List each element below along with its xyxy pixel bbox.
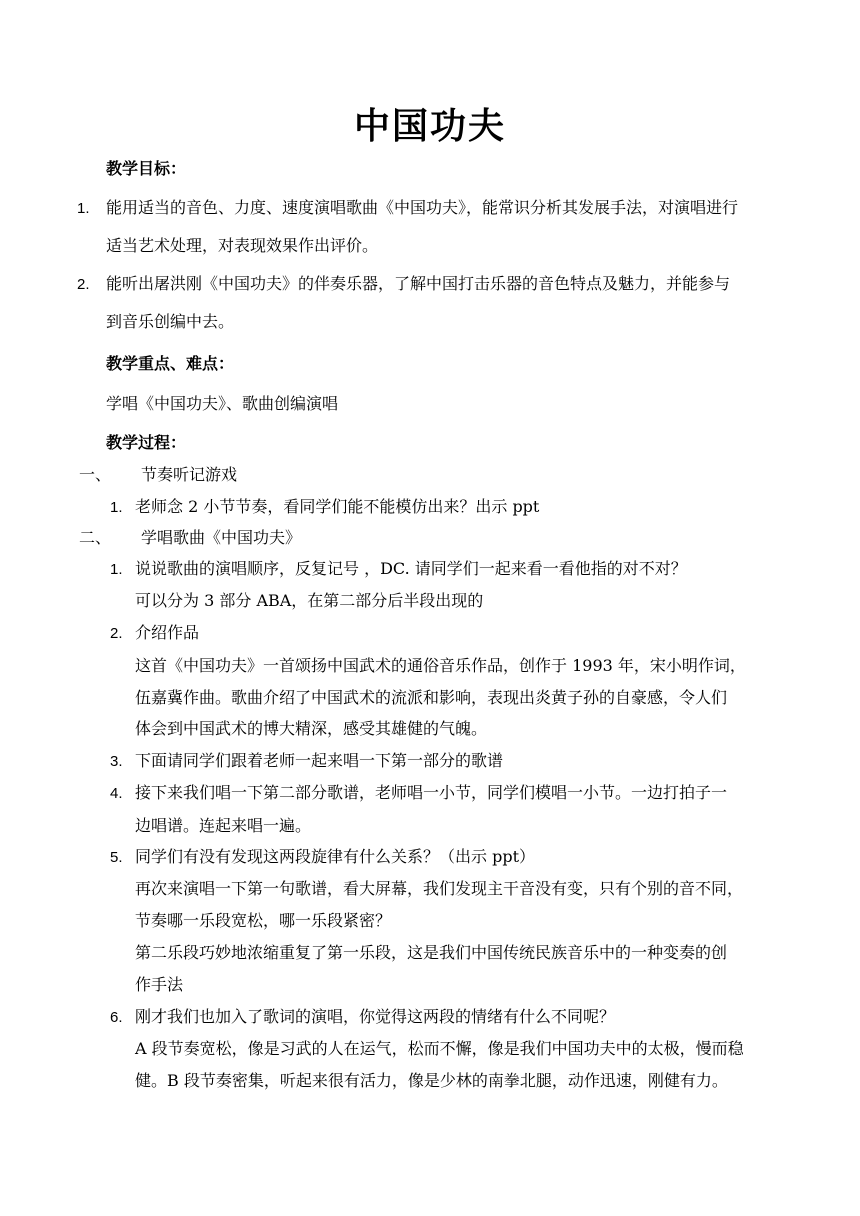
item-number: 6. (110, 1009, 123, 1026)
item-subtext: 伍嘉冀作曲。歌曲介绍了中国武术的流派和影响，表现出炎黄子孙的自豪感，令人们 (135, 688, 728, 707)
item-text: 接下来我们唱一下第二部分歌谱，老师唱一小节，同学们模唱一小节。一边打拍子一 (135, 783, 728, 802)
process-heading: 教学过程： (106, 433, 187, 452)
objective-text-line: 能听出屠洪刚《中国功夫》的伴奏乐器，了解中国打击乐器的音色特点及魅力，并能参与 (106, 274, 731, 293)
item-subtext: 第二乐段巧妙地浓缩重复了第一乐段，这是我们中国传统民族音乐中的一种变奏的创 (135, 943, 728, 962)
item-number: 2. (110, 625, 123, 642)
item-number: 1. (110, 499, 123, 516)
objective-number: 2. (77, 276, 90, 293)
item-text: 介绍作品 (135, 623, 200, 642)
item-number: 5. (110, 849, 123, 866)
item-text: 老师念 2 小节节奏，看同学们能不能模仿出来？出示 ppt (135, 497, 540, 516)
item-number: 1. (110, 561, 123, 578)
key-points-text: 学唱《中国功夫》、歌曲创编演唱 (106, 394, 339, 413)
item-subtext: 体会到中国武术的博大精深，感受其雄健的气魄。 (135, 719, 488, 738)
section-number: 一、 (79, 465, 112, 484)
item-text: 同学们有没有发现这两段旋律有什么关系？（出示 ppt） (135, 847, 536, 866)
item-number: 4. (110, 785, 123, 802)
section-title: 节奏听记游戏 (141, 465, 238, 484)
item-subtext: 这首《中国功夫》一首颂扬中国武术的通俗音乐作品，创作于 1993 年，宋小明作词， (135, 656, 746, 675)
objective-number: 1. (77, 200, 90, 217)
item-subtext: 节奏哪一乐段宽松，哪一乐段紧密？ (135, 911, 392, 930)
item-number: 3. (110, 753, 123, 770)
item-text: 刚才我们也加入了歌词的演唱，你觉得这两段的情绪有什么不同呢？ (135, 1007, 616, 1026)
key-points-heading: 教学重点、难点： (106, 354, 235, 373)
item-subtext: 健。B 段节奏密集，听起来很有活力，像是少林的南拳北腿，动作迅速，刚健有力。 (135, 1071, 728, 1090)
objective-text-line: 适当艺术处理，对表现效果作出评价。 (106, 236, 379, 255)
section-number: 二、 (79, 528, 112, 547)
section-title: 学唱歌曲《中国功夫》 (141, 528, 302, 547)
objective-text-line: 到音乐创编中去。 (106, 312, 235, 331)
item-text: 说说歌曲的演唱顺序，反复记号 ，DC. 请同学们一起来看一看他指的对不对？ (135, 559, 687, 578)
objective-text-line: 能用适当的音色、力度、速度演唱歌曲《中国功夫》，能常识分析其发展手法，对演唱进行 (106, 198, 739, 217)
item-subtext: A 段节奏宽松，像是习武的人在运气，松而不懈，像是我们中国功夫中的太极，慢而稳 (135, 1039, 744, 1058)
item-subtext: 可以分为 3 部分 ABA，在第二部分后半段出现的 (135, 591, 484, 610)
item-subtext: 边唱谱。连起来唱一遍。 (135, 816, 312, 835)
item-subtext: 再次来演唱一下第一句歌谱，看大屏幕，我们发现主干音没有变，只有个别的音不同， (135, 879, 744, 898)
item-text: 下面请同学们跟着老师一起来唱一下第一部分的歌谱 (135, 751, 504, 770)
objectives-heading: 教学目标： (106, 159, 187, 178)
page-title: 中国功夫 (353, 106, 506, 147)
item-subtext: 作手法 (135, 975, 184, 994)
